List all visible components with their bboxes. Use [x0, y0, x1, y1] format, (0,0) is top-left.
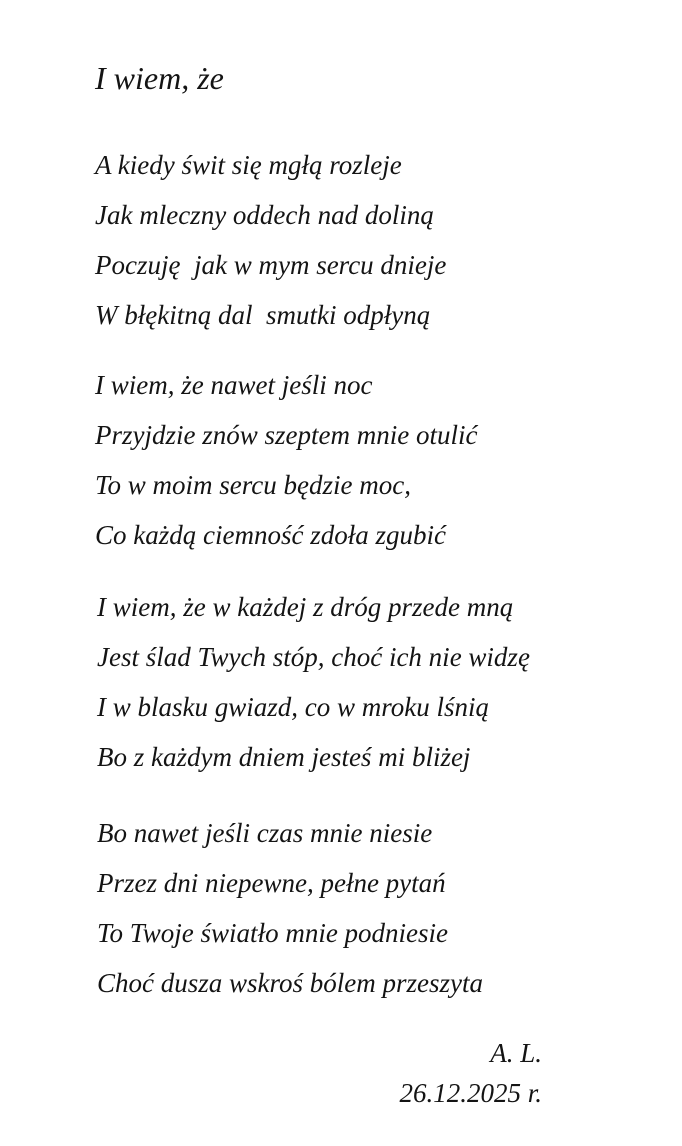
stanza-3 [97, 582, 530, 782]
poem-line: Przez dni niepewne, pełne pytań [97, 868, 446, 898]
author-initials: A. L. [490, 1038, 542, 1068]
poem-line: To w moim sercu będzie moc, [95, 470, 411, 500]
poem-line: Jest ślad Twych stóp, choć ich nie widzę [97, 642, 530, 672]
stanza-1 [95, 140, 446, 340]
poem-title: I wiem, że [95, 60, 224, 96]
poem-line: Przyjdzie znów szeptem mnie otulić [95, 420, 478, 450]
poem-line: To Twoje światło mnie podniesie [97, 918, 449, 948]
poem-line: A kiedy świt się mgłą rozleje [95, 150, 402, 180]
poem-line: Bo nawet jeśli czas mnie niesie [97, 818, 433, 848]
poem-line: Choć dusza wskroś bólem przeszyta [97, 968, 484, 998]
signature [399, 1033, 542, 1113]
poem-line: Bo z każdym dniem jesteś mi bliżej [97, 742, 471, 772]
stanza-2 [95, 360, 477, 560]
poem-line: Poczuję jak w mym sercu dnieje [95, 250, 447, 280]
stanza-4 [97, 808, 483, 1008]
poem-line: I wiem, że w każdej z dróg przede mną [97, 592, 514, 622]
poem-line: Co każdą ciemność zdoła zgubić [95, 520, 446, 550]
poem-line: I w blasku gwiazd, co w mroku lśnią [97, 692, 490, 722]
poem-line: I wiem, że nawet jeśli noc [95, 370, 373, 400]
poem-date: 26.12.2025 r. [399, 1078, 542, 1108]
poem-line: W błękitną dal smutki odpłyną [95, 300, 431, 330]
poem-line: Jak mleczny oddech nad doliną [95, 200, 434, 230]
